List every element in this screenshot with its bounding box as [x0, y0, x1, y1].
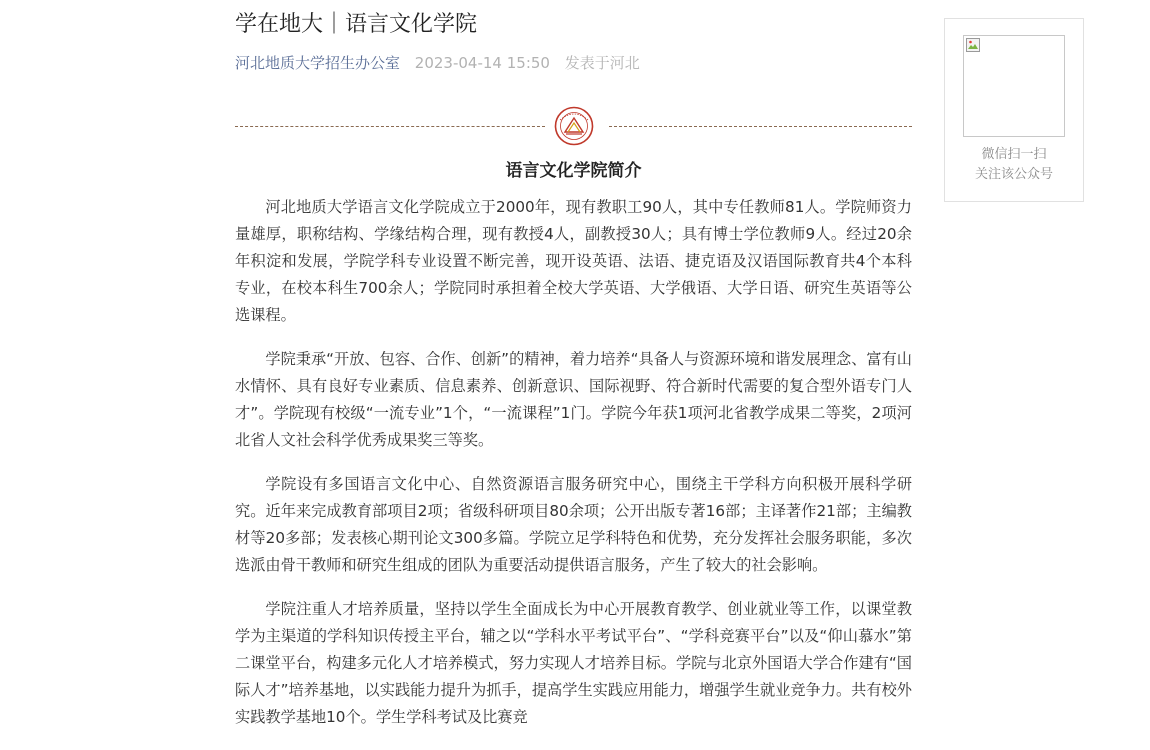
author-link[interactable]: 河北地质大学招生办公室	[235, 54, 401, 72]
broken-image-icon	[966, 38, 980, 52]
paragraph: 学院秉承“开放、包容、合作、创新”的精神，着力培养“具备人与资源环境和谐发展理念、富有山水情怀、具有良好专业素质、信息素养、创新意识、国际视野、符合新时代需要的复合型外语专门人才”。学院现有校级“一流专业”1个，“一流课程”1门。学院今年获1项河北省教学成果二等奖，2项河北省人文社会科学优秀成果奖三等奖。	[235, 350, 912, 449]
divider-line-left	[235, 126, 545, 127]
section-title: 语言文化学院简介	[505, 161, 642, 181]
divider-line-right	[609, 126, 912, 127]
qr-caption-follow: 关注该公众号	[974, 167, 1053, 182]
publish-time: 2023-04-14 15:50	[414, 54, 550, 72]
qr-code-image	[963, 35, 1065, 137]
paragraph: 学院设有多国语言文化中心、自然资源语言服务研究中心，围绕主干学科方向积极开展科学研究。近年来完成教育部项目2项；省级科研项目80余项；公开出版专著16部；主译著作21部；主编教材等20多部；发表核心期刊论文300多篇。学院立足学科特色和优势，充分发挥社会服务职能，多次选派由骨干教师和研究生组成的团队为重要活动提供语言服务，产生了较大的社会影响。	[235, 475, 912, 574]
article-title: 学在地大｜语言文化学院	[235, 12, 478, 37]
emblem-divider	[235, 106, 912, 146]
qr-caption-scan: 微信扫一扫	[981, 147, 1047, 162]
article-body	[235, 194, 912, 748]
paragraph: 河北地质大学语言文化学院成立于2000年，现有教职工90人，其中专任教师81人。学院师资力量雄厚，职称结构、学缘结构合理，现有教授4人，副教授30人；具有博士学位教师9人。经过20余年积淀和发展，学院学科专业设置不断完善，现开设英语、法语、捷克语及汉语国际教育共4个本科专业，在校本科生700余人；学院同时承担着全校大学英语、大学俄语、大学日语、研究生英语等公选课程。	[235, 198, 912, 324]
qr-code-panel	[944, 18, 1084, 202]
article-meta	[235, 53, 640, 73]
paragraph: 学院注重人才培养质量，坚持以学生全面成长为中心开展教育教学、创业就业等工作，以课堂教学为主渠道的学科知识传授主平台，辅之以“学科水平考试平台”、“学科竞赛平台”以及“仰山慕水”第二课堂平台，构建多元化人才培养模式，努力实现人才培养目标。学院与北京外国语大学合作建有“国际人才”培养基地，以实践能力提升为抓手，提高学生实践应用能力，增强学生就业竞争力。共有校外实践教学基地10个。学生学科考试及比赛竞	[235, 600, 912, 726]
publish-location: 发表于河北	[564, 54, 640, 72]
university-emblem-icon	[554, 106, 594, 146]
